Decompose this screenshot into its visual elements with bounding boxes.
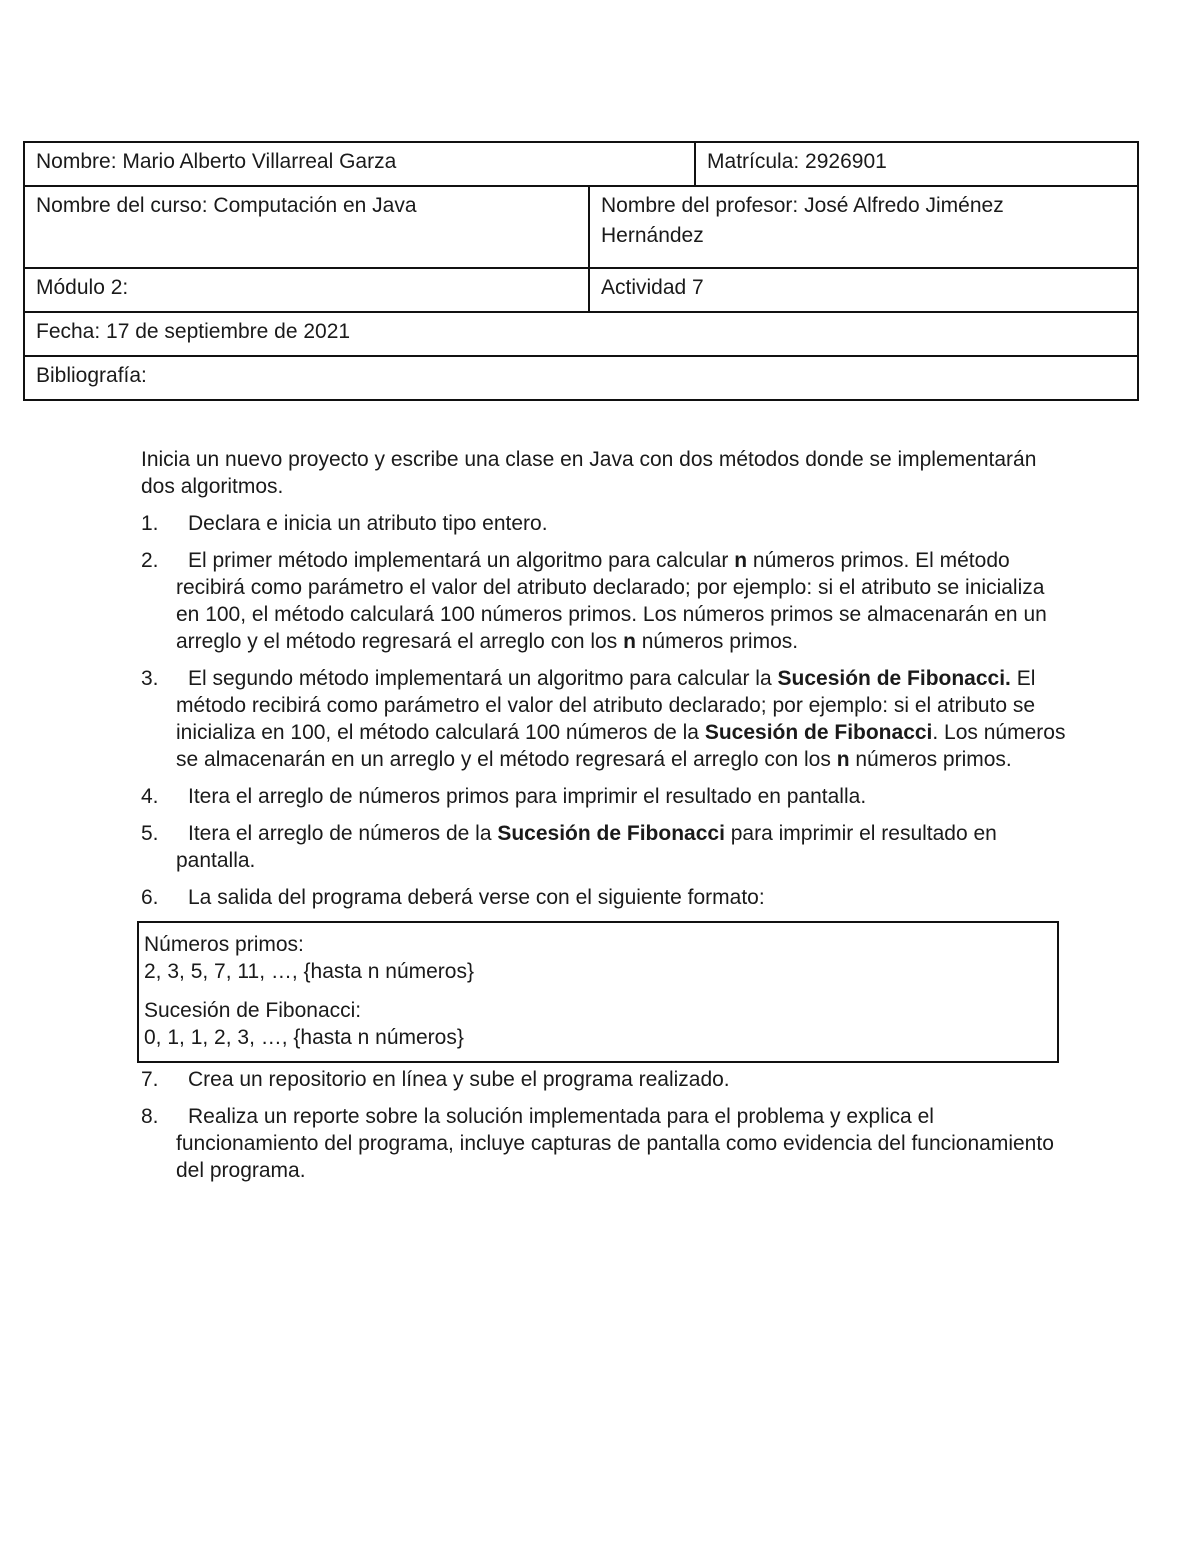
student-id-cell: Matrícula: 2926901 xyxy=(695,142,1138,186)
list-item xyxy=(141,783,1071,810)
primes-values: 2, 3, 5, 7, 11, …, {hasta n números} xyxy=(144,960,474,983)
item-bold: Sucesión de Fibonacci. xyxy=(777,667,1011,690)
item-text: . Los números se almacenarán en un arreglo y el método regresará el arreglo con los xyxy=(176,721,1066,771)
list-item xyxy=(141,510,1071,537)
fibonacci-label: Sucesión de Fibonacci: xyxy=(144,999,362,1022)
instructions xyxy=(141,446,1071,1194)
date-cell: Fecha: 17 de septiembre de 2021 xyxy=(24,312,1138,356)
header-table xyxy=(23,141,1139,401)
student-name-cell: Nombre: Mario Alberto Villarreal Garza xyxy=(24,142,695,186)
fibonacci-values: 0, 1, 1, 2, 3, …, {hasta n números} xyxy=(144,1026,464,1049)
list-item xyxy=(141,1103,1071,1184)
item-text: Declara e inicia un atributo tipo entero. xyxy=(188,512,548,535)
list-item xyxy=(141,665,1071,773)
item-text: números primos. El método recibirá como parámetro el valor del atributo declarado; por ejemplo: si el atributo se inicializa en 100, el método calculará 100 números primos. Los números primos se almacenarán en un arreglo y el método regresará el arreglo con los xyxy=(176,549,1047,653)
item-number: 6. xyxy=(141,886,159,909)
item-text: Realiza un reporte sobre la solución implementada para el problema y explica el funcionamiento del programa, incluye capturas de pantalla como evidencia del funcionamiento del programa. xyxy=(176,1105,1054,1182)
item-text: Itera el arreglo de números de la xyxy=(188,822,498,845)
item-bold: n xyxy=(623,630,636,653)
list-item xyxy=(141,884,1071,911)
item-text: Crea un repositorio en línea y sube el programa realizado. xyxy=(188,1068,730,1091)
professor-line-1: Nombre del profesor: José Alfredo Jiménez xyxy=(601,194,1004,217)
item-text: El primer método implementará un algoritmo para calcular xyxy=(188,549,735,572)
intro-paragraph: Inicia un nuevo proyecto y escribe una clase en Java con dos métodos donde se implementarán dos algoritmos. xyxy=(141,448,1037,498)
item-text: Itera el arreglo de números primos para imprimir el resultado en pantalla. xyxy=(188,785,867,808)
item-bold: Sucesión de Fibonacci xyxy=(704,721,933,744)
professor-line-2: Hernández xyxy=(601,224,704,247)
item-text: números primos. xyxy=(849,748,1012,771)
item-bold: Sucesión de Fibonacci xyxy=(497,822,725,845)
item-text: números primos. xyxy=(635,630,799,653)
instruction-list xyxy=(141,510,1071,911)
activity-cell: Actividad 7 xyxy=(589,268,1138,312)
instruction-list-continued xyxy=(141,1066,1071,1184)
list-item xyxy=(141,1066,1071,1093)
item-number: 5. xyxy=(141,822,159,845)
item-text: El método recibirá como parámetro el valor del atributo declarado; por ejemplo: si el atributo se inicializa en 100, el método calculará 100 números de la xyxy=(176,667,1036,744)
professor-cell xyxy=(589,186,1138,268)
item-text: La salida del programa deberá verse con el siguiente formato: xyxy=(188,886,765,909)
primes-label: Números primos: xyxy=(144,933,304,956)
item-bold: n xyxy=(836,748,850,771)
item-number: 3. xyxy=(141,667,159,690)
course-name-cell: Nombre del curso: Computación en Java xyxy=(24,186,589,268)
module-cell: Módulo 2: xyxy=(24,268,589,312)
item-number: 2. xyxy=(141,549,159,572)
item-text: para imprimir el resultado en pantalla. xyxy=(176,822,997,872)
item-number: 8. xyxy=(141,1105,159,1128)
item-number: 4. xyxy=(141,785,159,808)
item-number: 7. xyxy=(141,1068,159,1091)
item-text: El segundo método implementará un algoritmo para calcular la xyxy=(188,667,778,690)
bibliography-cell: Bibliografía: xyxy=(24,356,1138,400)
list-item xyxy=(141,547,1071,655)
list-item xyxy=(141,820,1071,874)
item-bold: n xyxy=(734,549,748,572)
item-number: 1. xyxy=(141,512,159,535)
output-format-box xyxy=(137,921,1059,1063)
